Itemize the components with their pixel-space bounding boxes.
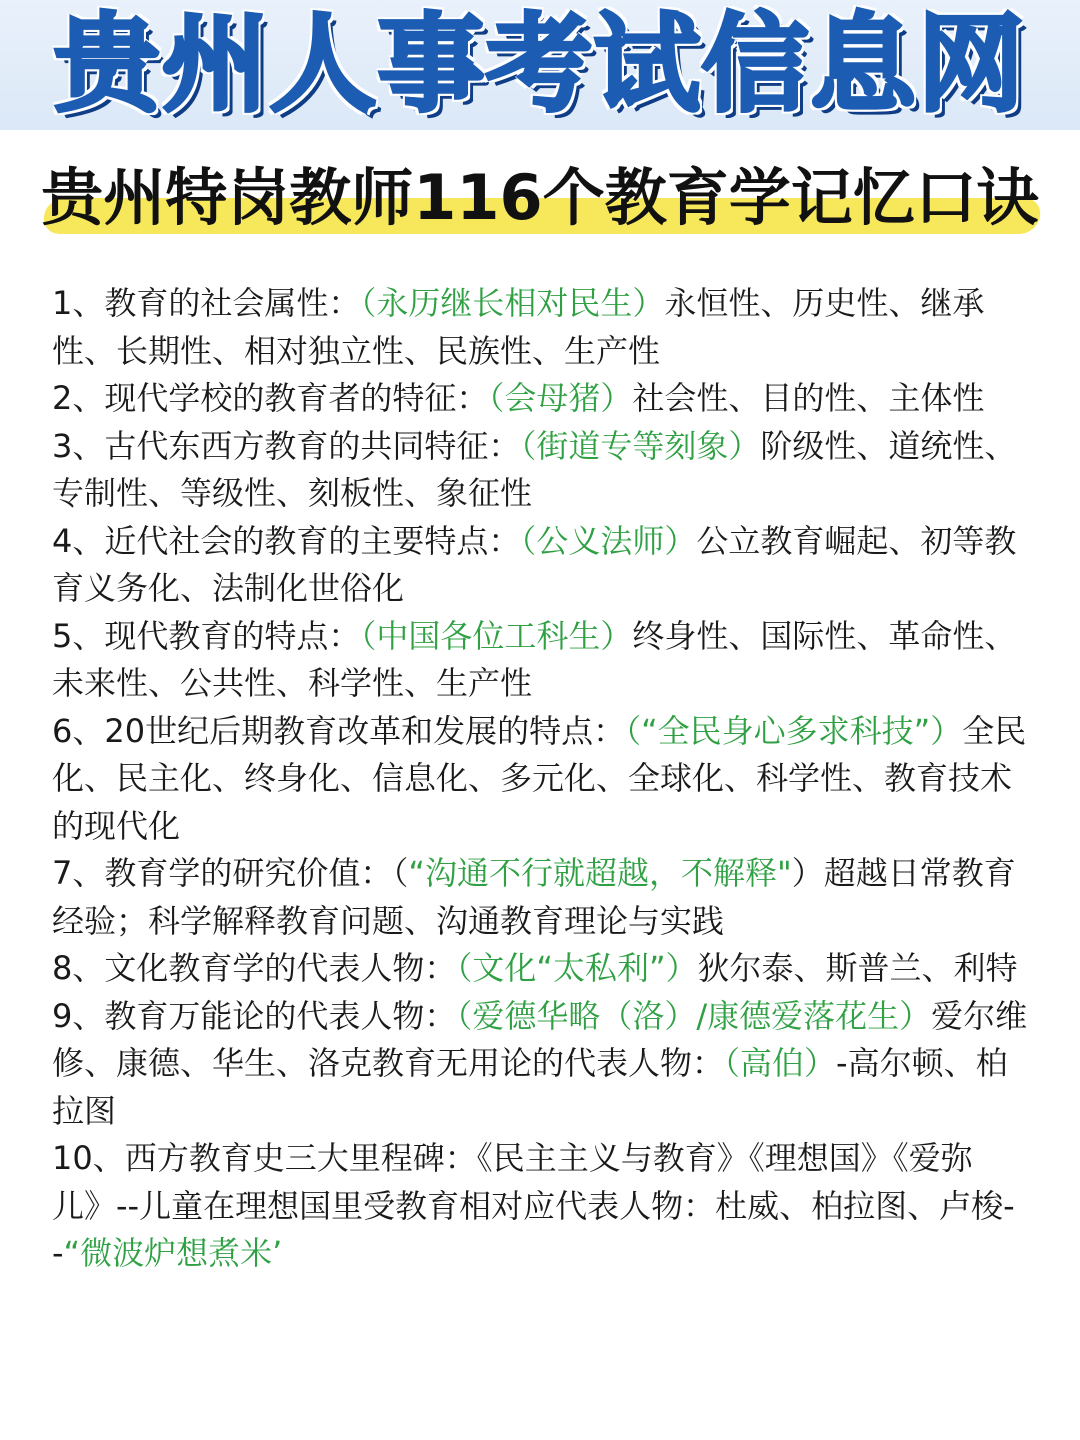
list-item [52,518,1032,613]
page-subtitle: 贵州特岗教师116个教育学记忆口诀 [41,161,1039,234]
item-mnemonic: （“全民身心多求科技”） [625,711,963,750]
list-item [52,945,1032,993]
item-body-secondary: -高尔顿、柏拉图 [52,1044,1008,1130]
list-item [52,708,1032,851]
banner [0,0,1080,130]
item-mnemonic: （街道专等刻象） [520,426,761,465]
item-head: 3、古代东西方教育的共同特征： [52,426,521,465]
item-head: 4、近代社会的教育的主要特点： [52,521,521,560]
banner-title: 贵州人事考试信息网 [54,3,1026,126]
item-body: 全民化、民主化、终身化、信息化、多元化、全球化、科学性、教育技术的现代化 [52,711,1027,845]
item-mnemonic: （文化“太私利”） [456,949,698,987]
item-head: 10、西方教育史三大里程碑：《民主主义与教育》《理想国》《爱弥儿》--儿童在理想国里受教育相对应代表人物：杜威、柏拉图、卢梭-- [52,1139,1015,1272]
item-body: 公立教育崛起、初等教育义务化、法制化世俗化 [52,521,1017,607]
item-body: 终身性、国际性、革命性、未来性、公共性、科学性、生产性 [52,616,1017,702]
list-item [52,375,1032,423]
item-body: 阶级性、道统性、专制性、等级性、刻板性、象征性 [52,426,1017,512]
subtitle-block [0,150,1080,260]
item-mnemonic: （公义法师） [520,521,697,560]
item-mnemonic: “沟通不行就超越，不解释" [408,854,792,892]
item-head: 7、教育学的研究价值：（ [52,854,409,892]
item-body: 社会性、目的性、主体性 [632,379,985,417]
item-mnemonic: （永历继长相对民生） [360,284,665,322]
item-mnemonic: （中国各位工科生） [360,616,633,655]
item-body: 永恒性、历史性、继承性、长期性、相对独立性、民族性、生产性 [52,284,985,370]
item-mnemonic: “微波炉想煮米’ [63,1234,283,1272]
list-item [52,423,1032,518]
item-body: 狄尔泰、斯普兰、利特 [697,949,1018,987]
item-mnemonic: （爱德华略（洛）/康德爱落花生） [456,996,932,1035]
mnemonic-list [52,280,1032,1278]
item-head: 9、教育万能论的代表人物： [52,996,457,1035]
item-head: 5、现代教育的特点： [52,616,361,655]
item-head: 6、20世纪后期教育改革和发展的特点： [52,711,626,750]
item-head: 2、现代学校的教育者的特征： [52,379,489,417]
item-head: 1、教育的社会属性： [52,284,361,322]
list-item [52,613,1032,708]
item-body: 爱尔维修、康德、华生、洛克教育无用论的代表人物： [52,996,1028,1082]
item-mnemonic-secondary: （高伯） [724,1044,837,1082]
list-item [52,993,1032,1136]
list-item [52,850,1032,945]
item-mnemonic: （会母猪） [488,379,633,417]
list-item [52,1135,1032,1278]
item-body: ）超越日常教育经验；科学解释教育问题、沟通教育理论与实践 [52,854,1016,940]
list-item [52,280,1032,375]
item-head: 8、文化教育学的代表人物： [52,949,457,987]
